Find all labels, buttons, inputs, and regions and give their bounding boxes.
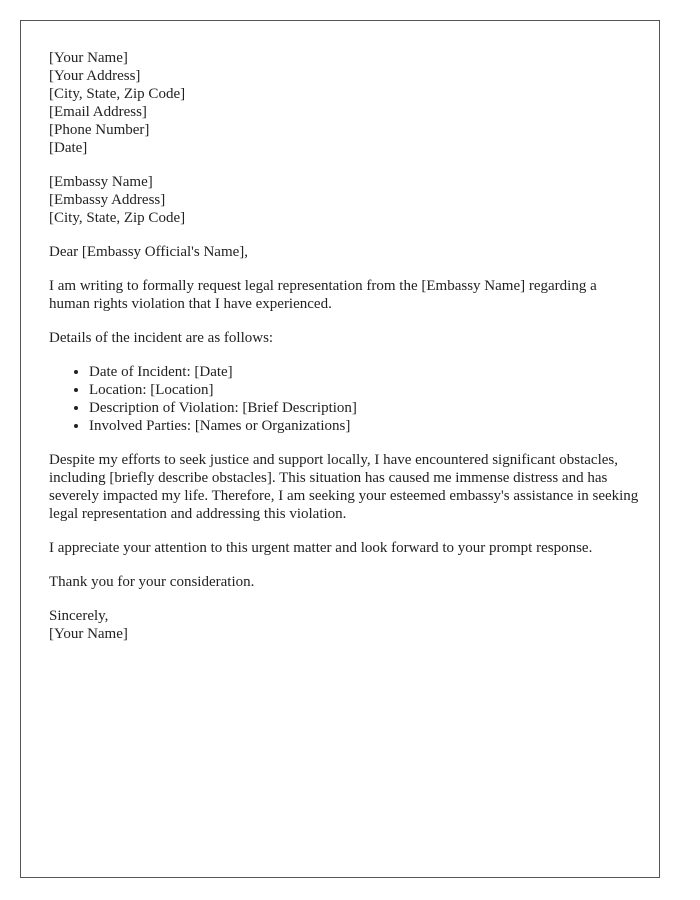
sender-block — [49, 49, 639, 157]
letter-content — [49, 49, 639, 643]
recipient-city-state-zip: [City, State, Zip Code] — [49, 210, 186, 226]
salutation: Dear [Embassy Official's Name], — [49, 244, 249, 260]
thanks-line: Thank you for your consideration. — [49, 574, 255, 590]
list-item: • Description of Violation: [Brief Description] — [89, 399, 639, 417]
sender-phone: [Phone Number] — [49, 122, 150, 138]
sender-city-state-zip: [City, State, Zip Code] — [49, 86, 186, 102]
letter-page — [20, 20, 660, 878]
closing-block — [49, 607, 639, 643]
recipient-block — [49, 173, 639, 227]
sender-address: [Your Address] — [49, 68, 141, 84]
incident-details-list — [49, 363, 639, 435]
details-intro: Details of the incident are as follows: — [49, 330, 274, 346]
body-paragraph: Despite my efforts to seek justice and support locally, I have encountered significant obstacles, including [briefly describe obstacles]. This situation has caused me immense distress and has severely impacted my life. Therefore, I am seeking your esteemed embassy's assistance in seeking legal representation and addressing this violation. — [49, 452, 639, 522]
recipient-embassy-address: [Embassy Address] — [49, 192, 166, 208]
sender-email: [Email Address] — [49, 104, 147, 120]
list-item: • Location: [Location] — [89, 381, 639, 399]
sender-name: [Your Name] — [49, 50, 128, 66]
signature: [Your Name] — [49, 626, 128, 642]
closing: Sincerely, — [49, 608, 109, 624]
intro-paragraph: I am writing to formally request legal representation from the [Embassy Name] regarding a human rights violation that I have experienced. — [49, 278, 597, 312]
recipient-embassy-name: [Embassy Name] — [49, 174, 153, 190]
appreciation-paragraph: I appreciate your attention to this urgent matter and look forward to your prompt response. — [49, 540, 593, 556]
list-item: • Date of Incident: [Date] — [89, 363, 639, 381]
list-item: • Involved Parties: [Names or Organizations] — [89, 417, 639, 435]
sender-date: [Date] — [49, 140, 88, 156]
